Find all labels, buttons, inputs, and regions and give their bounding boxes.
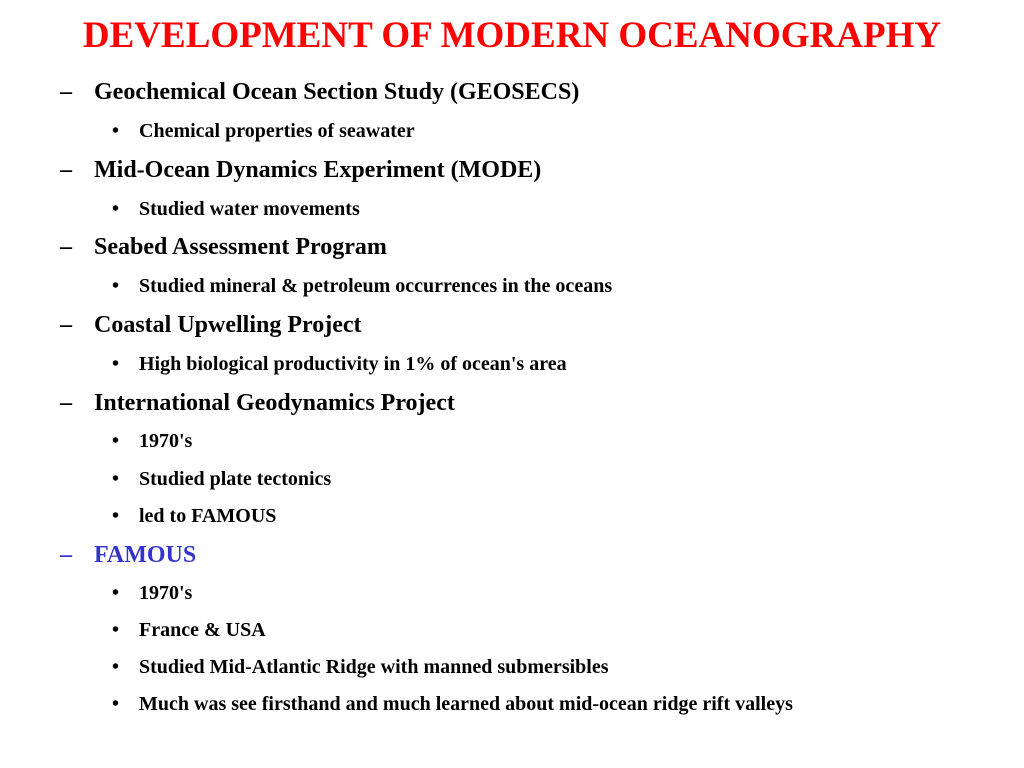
sub-list-item <box>112 617 266 643</box>
sub-list-item <box>112 428 192 454</box>
sub-list-item <box>112 691 793 717</box>
list-item <box>60 310 362 340</box>
list-item-label: Mid-Ocean Dynamics Experiment (MODE) <box>94 157 542 183</box>
sub-list-item-label: Studied mineral & petroleum occurrences in the oceans <box>139 275 613 297</box>
bullet-marker: • <box>112 468 120 490</box>
sub-list-item-label: Much was see firsthand and much learned about mid-ocean ridge rift valleys <box>139 693 793 715</box>
bullet-marker: • <box>112 198 120 220</box>
sub-list-item-label: France & USA <box>139 619 266 641</box>
sub-list-item <box>112 580 192 606</box>
sub-list-item-label: Studied Mid-Atlantic Ridge with manned submersibles <box>139 656 609 678</box>
bullet-marker: • <box>112 693 120 715</box>
list-item <box>60 232 387 262</box>
sub-list-item <box>112 351 567 377</box>
dash-marker: – <box>60 79 72 105</box>
list-item-label: Coastal Upwelling Project <box>94 312 362 338</box>
bullet-marker: • <box>112 619 120 641</box>
bullet-marker: • <box>112 656 120 678</box>
list-item-label: International Geodynamics Project <box>94 390 455 416</box>
list-item-label: FAMOUS <box>94 542 197 568</box>
dash-marker: – <box>60 234 72 260</box>
bullet-marker: • <box>112 582 120 604</box>
sub-list-item-label: led to FAMOUS <box>139 505 277 527</box>
bullet-marker: • <box>112 430 120 452</box>
sub-list-item <box>112 196 360 222</box>
sub-list-item <box>112 503 276 529</box>
list-item <box>60 155 541 185</box>
bullet-marker: • <box>112 275 120 297</box>
list-item-label: Seabed Assessment Program <box>94 234 387 260</box>
dash-marker: – <box>60 542 72 568</box>
list-item-highlighted <box>60 540 196 570</box>
sub-list-item-label: Chemical properties of seawater <box>139 120 415 142</box>
list-item <box>60 77 579 107</box>
bullet-marker: • <box>112 120 120 142</box>
bullet-marker: • <box>112 353 120 375</box>
dash-marker: – <box>60 312 72 338</box>
list-item-label: Geochemical Ocean Section Study (GEOSECS) <box>94 79 580 105</box>
dash-marker: – <box>60 157 72 183</box>
sub-list-item <box>112 273 612 299</box>
list-item <box>60 388 455 418</box>
sub-list-item-label: 1970's <box>139 582 193 604</box>
sub-list-item-label: Studied plate tectonics <box>139 468 332 490</box>
slide-title: DEVELOPMENT OF MODERN OCEANOGRAPHY <box>82 15 942 56</box>
sub-list-item <box>112 654 609 680</box>
dash-marker: – <box>60 390 72 416</box>
sub-list-item-label: High biological productivity in 1% of ocean's area <box>139 353 567 375</box>
sub-list-item-label: Studied water movements <box>139 198 360 220</box>
bullet-marker: • <box>112 505 120 527</box>
sub-list-item <box>112 466 331 492</box>
sub-list-item-label: 1970's <box>139 430 193 452</box>
sub-list-item <box>112 118 415 144</box>
